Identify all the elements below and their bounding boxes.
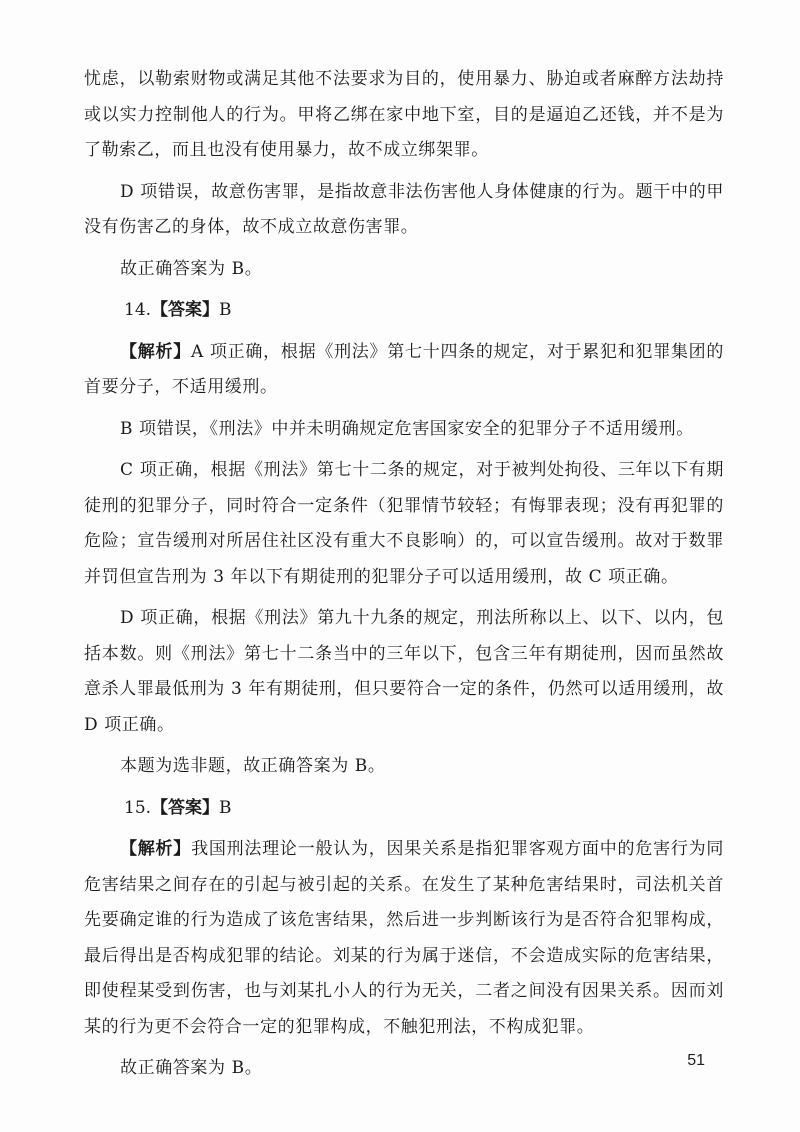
paragraph-kidnapping-definition: 忧虑，以勒索财物或满足其他不法要求为目的，使用暴力、胁迫或者麻醉方法劫持或以实力控制他人的行为。甲将乙绑在家中地下室，目的是逼迫乙还钱，并不是为了勒索乙，而且也没有使用暴力，故不成立绑架罪。 [84, 69, 724, 160]
question-14-conclusion: 本题为选非题，故正确答案为 B。 [120, 756, 386, 776]
question-number: 15. [124, 797, 152, 818]
answer-value: B [219, 300, 232, 320]
question-15-conclusion: 故正确答案为 B。 [120, 1058, 263, 1078]
page-number: 51 [687, 1052, 705, 1069]
question-15-answer-heading [84, 791, 724, 827]
analysis-label: 【解析】 [120, 839, 192, 859]
paragraph-option-d-analysis: D 项错误，故意伤害罪，是指故意非法伤害他人身体健康的行为。题干中的甲没有伤害乙的身体，故不成立故意伤害罪。 [84, 181, 724, 237]
question-number: 14. [124, 300, 152, 320]
analysis-label: 【解析】 [120, 341, 191, 362]
page-content [84, 62, 724, 1093]
question-14-analysis-a [84, 335, 724, 406]
analysis-text: A 项正确，根据《刑法》第七十四条的规定，对于累犯和犯罪集团的首要分子，不适用缓刑。 [84, 341, 725, 397]
question-14-analysis-b: B 项错误，《刑法》中并未明确规定危害国家安全的犯罪分子不适用缓刑。 [120, 418, 694, 439]
answer-label: 【答案】 [151, 797, 220, 818]
question-14-analysis-d: D 项正确，根据《刑法》第九十九条的规定，刑法所称以上、以下、以内，包括本数。则《刑法》第七十二条当中的三年以下，包含三年有期徒刑，因而虽然故意杀人罪最低刑为 3 年有期徒刑，但只要符合一定的条件，仍然可以适用缓刑，故 D 项正确。 [84, 608, 724, 735]
question-14-analysis-c: C 项正确，根据《刑法》第七十二条的规定，对于被判处拘役、三年以下有期徒刑的犯罪分子，同时符合一定条件（犯罪情节较轻；有悔罪表现；没有再犯罪的危险；宣告缓刑对所居住社区没有重大不良影响）的，可以宣告缓刑。故对于数罪并罚但宣告刑为 3 年以下有期徒刑的犯罪分子可以适用缓刑，故 C 项正确。 [84, 460, 724, 587]
answer-label: 【答案】 [151, 300, 220, 320]
question-15-analysis [84, 832, 724, 1045]
paragraph-answer-13: 故正确答案为 B。 [120, 258, 263, 279]
analysis-text: 我国刑法理论一般认为，因果关系是指犯罪客观方面中的危害行为同危害结果之间存在的引起与被引起的关系。在发生了某种危害结果时，司法机关首先要确定谁的行为造成了该危害结果，然后进一步判断该行为是否符合犯罪构成，最后得出是否构成犯罪的结论。刘某的行为属于迷信，不会造成实际的危害结果，即使程某受到伤害，也与刘某扎小人的行为无关，二者之间没有因果关系。因而刘某的行为更不会符合一定的犯罪构成，不触犯刑法，不构成犯罪。 [84, 839, 724, 1037]
question-14-answer-heading [84, 293, 724, 329]
answer-value: B [219, 797, 232, 818]
